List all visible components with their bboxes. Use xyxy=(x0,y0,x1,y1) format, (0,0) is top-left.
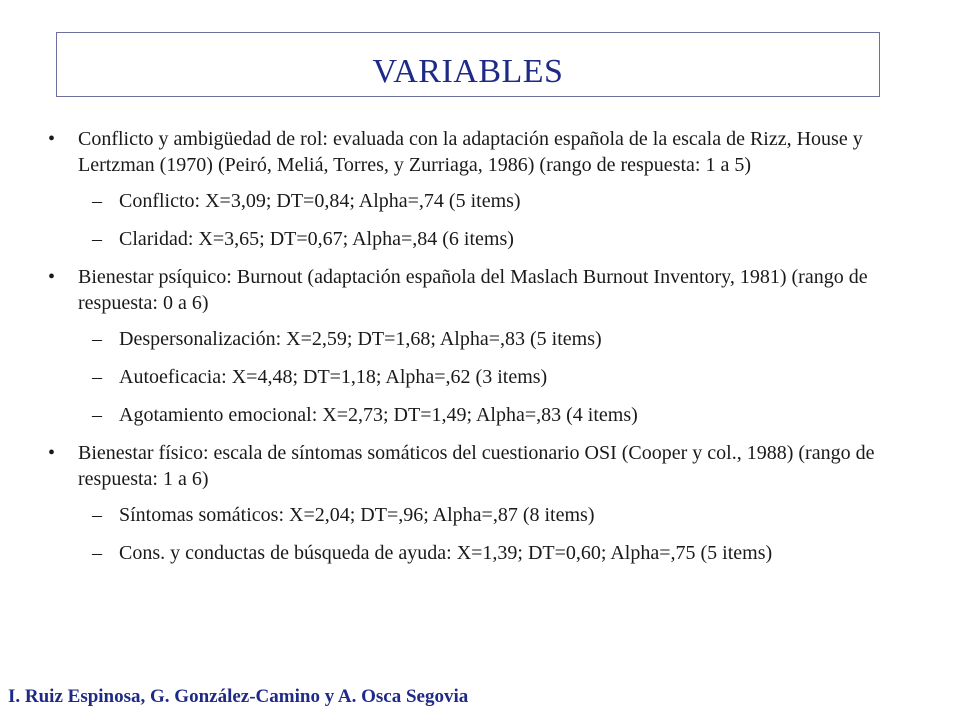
sub-text: Síntomas somáticos: X=2,04; DT=,96; Alpha=,87 (8 items) xyxy=(119,504,595,526)
authors-footer: I. Ruiz Espinosa, G. González-Camino y A. Osca Segovia xyxy=(8,686,469,707)
sub-item xyxy=(0,326,960,352)
bullet-marker-icon: • xyxy=(48,128,56,150)
bullet-item xyxy=(0,264,960,316)
sub-text: Agotamiento emocional: X=2,73; DT=1,49; Alpha=,83 (4 items) xyxy=(119,404,638,426)
sub-item xyxy=(0,502,960,528)
dash-marker-icon: – xyxy=(92,328,102,350)
bullet-item xyxy=(0,440,960,492)
dash-marker-icon: – xyxy=(92,190,102,212)
slide-title: VARIABLES xyxy=(372,52,564,90)
title-box xyxy=(56,32,880,97)
sub-text: Autoeficacia: X=4,48; DT=1,18; Alpha=,62 (3 items) xyxy=(119,366,548,388)
bullet-marker-icon: • xyxy=(48,266,56,288)
sub-item xyxy=(0,402,960,428)
sub-item xyxy=(0,540,960,566)
sub-item xyxy=(0,226,960,252)
bullet-item xyxy=(0,126,960,178)
bullet-text: Bienestar físico: escala de síntomas somáticos del cuestionario OSI (Cooper y col., 1988) (rango de respuesta: 1 a 6) xyxy=(78,442,875,490)
dash-marker-icon: – xyxy=(92,504,102,526)
bullet-text: Bienestar psíquico: Burnout (adaptación española del Maslach Burnout Inventory, 1981) (rango de respuesta: 0 a 6) xyxy=(78,266,868,314)
dash-marker-icon: – xyxy=(92,366,102,388)
sub-text: Despersonalización: X=2,59; DT=1,68; Alpha=,83 (5 items) xyxy=(119,328,602,350)
bullet-marker-icon: • xyxy=(48,442,56,464)
dash-marker-icon: – xyxy=(92,404,102,426)
sub-text: Cons. y conductas de búsqueda de ayuda: X=1,39; DT=0,60; Alpha=,75 (5 items) xyxy=(119,542,773,564)
bullet-text: Conflicto y ambigüedad de rol: evaluada con la adaptación española de la escala de Rizz, House y Lertzman (1970) (Peiró, Meliá, Torres, y Zurriaga, 1986) (rango de respuesta: 1 a 5) xyxy=(78,128,863,176)
sub-item xyxy=(0,364,960,390)
sub-item xyxy=(0,188,960,214)
content-list xyxy=(0,126,960,578)
dash-marker-icon: – xyxy=(92,228,102,250)
sub-text: Claridad: X=3,65; DT=0,67; Alpha=,84 (6 items) xyxy=(119,228,514,250)
dash-marker-icon: – xyxy=(92,542,102,564)
sub-text: Conflicto: X=3,09; DT=0,84; Alpha=,74 (5 items) xyxy=(119,190,521,212)
